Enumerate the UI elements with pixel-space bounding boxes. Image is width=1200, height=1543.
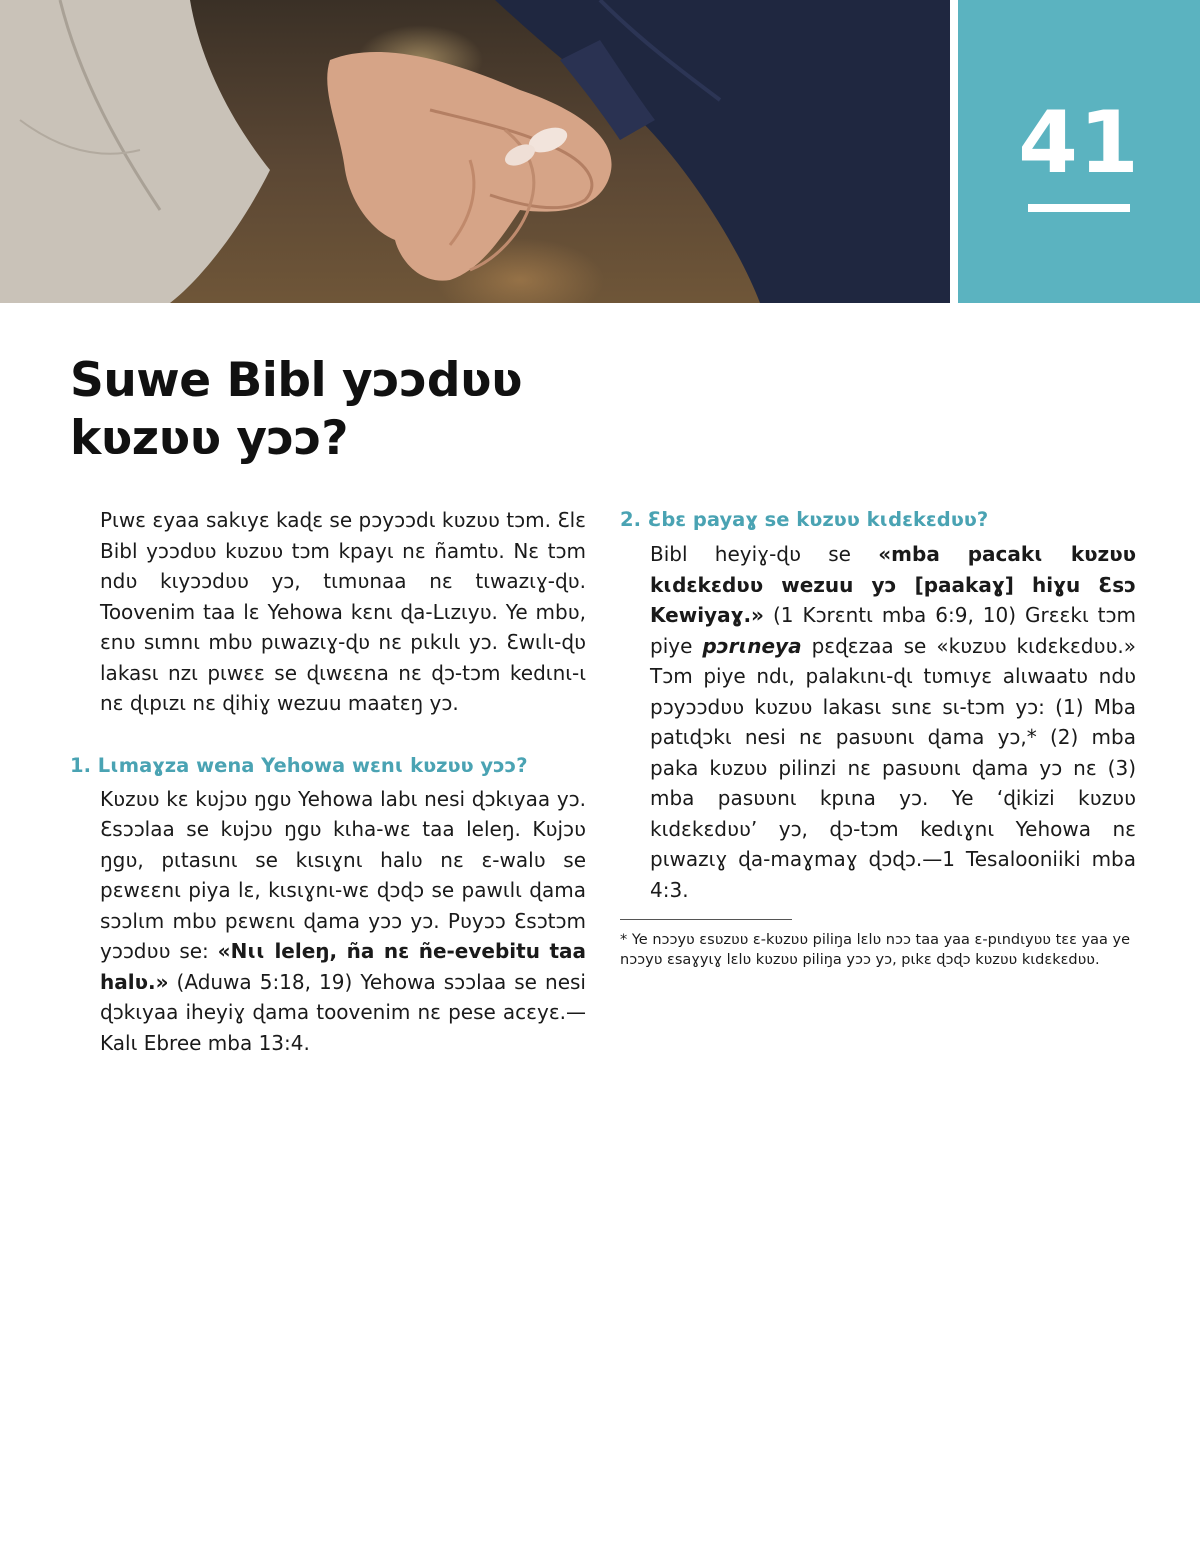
question-1-scripture-quote: «Nɩɩ leleŋ, ña nɛ ñe-evebitu taa halʋ.»: [100, 939, 586, 994]
header-photo: [0, 0, 950, 303]
question-1-heading: 1. Lɩmaɣza wena Yehowa wɛnɩ kʋzʋʋ yɔɔ?: [70, 753, 528, 777]
question-2-paragraph: [620, 539, 1136, 905]
question-2-text-c: pɛɖɛzaa se «kʋzʋʋ kɩdɛkɛdʋʋ.» Tɔm piye ndɩ, palakɩnɩ-ɖɩ tʋmɩyɛ alɩwaatʋ ndʋ pɔyɔɔdʋʋ kʋzʋʋ lakasɩ sɩnɛ sɩ-tɔm yɔ: (1) Mba patɩɖɔkɩ nesi nɛ pasʋʋnɩ ɖama yɔ,* (2) mba paka kʋzʋʋ pilinzi nɛ pasʋʋnɩ ɖama yɔ nɛ (3) mba pasʋʋnɩ kpɩna yɔ. Ye ‘ɖikizi kʋzʋʋ kɩdɛkɛdʋʋ’ yɔ, ɖɔ-tɔm kedɩɣnɩ Yehowa nɛ pɩwazɩɣ ɖa-maɣmaɣ ɖɔɖɔ.—1 Tesalooniiki mba 4:3.: [650, 633, 1137, 902]
question-2-text-b: (1 Kɔrɛntɩ mba 6:9, 10) Grɛɛkɩ tɔm piye: [650, 603, 1136, 658]
chapter-number: 41: [1018, 93, 1140, 193]
title-line-1: Suwe Bibl yɔɔdʋʋ: [70, 353, 522, 408]
intro-paragraph: Pɩwɛ ɛyaa sakɩyɛ kaɖɛ se pɔyɔɔdɩ kʋzʋʋ tɔm. Ɛlɛ Bibl yɔɔdʋʋ kʋzʋʋ tɔm kpayɩ nɛ ñamtʋ. Nɛ tɔm ndʋ kɩyɔɔdʋʋ yɔ, tɩmʋnaa nɛ tɩwazɩɣ-ɖʋ. Toovenim taa lɛ Yehowa kɛnɩ ɖa-Lɩzɩyʋ. Ye mbʋ, ɛnʋ sɩmnɩ mbʋ pɩwazɩɣ-ɖʋ nɛ pɩkɩlɩ yɔ. Ɛwɩlɩ-ɖʋ lakasɩ nzɩ pɩwɛɛ se ɖɩwɛɛna nɛ ɖɔ-tɔm kedɩnɩ-ɩ nɛ ɖɩpɩzɩ nɛ ɖihiɣ wezuu maatɛŋ yɔ.: [100, 508, 586, 715]
left-column: [70, 505, 586, 1058]
footnote: * Ye nɔɔyʋ ɛsʋzʋʋ ɛ-kʋzʋʋ piliŋa lɛlʋ nɔɔ taa yaa ɛ-pɩndɩyʋʋ tɛɛ yaa ye nɔɔyʋ ɛsaɣyɩɣ lɛlʋ kʋzʋʋ piliŋa yɔɔ yɔ, pɩkɛ ɖɔɖɔ kʋzʋʋ kɩdɛkɛdʋʋ.: [620, 932, 1130, 968]
hands-illustration: [0, 0, 950, 303]
question-2-heading: 2. Ɛbɛ payaɣ se kʋzʋʋ kɩdɛkɛdʋʋ?: [620, 508, 989, 531]
right-column: [620, 505, 1136, 970]
chapter-box: [958, 0, 1200, 303]
footnote-divider: [620, 919, 792, 920]
question-1-text-b: (Aduwa 5:18, 19) Yehowa sɔɔlaa se nesi ɖɔkɩyaa iheyiɣ ɖama toovenim nɛ pese acɛyɛ.—Kalɩ Ebree mba 13:4.: [100, 969, 586, 1055]
question-1-paragraph: [70, 784, 586, 1059]
question-2-text-a: Bibl heyiɣ-ɖʋ se: [650, 542, 879, 566]
title-line-2: kʋzʋʋ yɔɔ?: [70, 411, 349, 466]
question-2-greek-term: pɔrɩneya: [702, 633, 802, 658]
chapter-underline: [1028, 204, 1130, 212]
question-1-text-a: Kʋzʋʋ kɛ kʋjɔʋ ŋgʋ Yehowa labɩ nesi ɖɔkɩyaa yɔ. Ɛsɔɔlaa se kʋjɔʋ ŋgʋ kɩha-wɛ taa leleŋ. Kʋjɔʋ ŋgʋ, pɩtasɩnɩ se kɩsɩɣnɩ halʋ nɛ ɛ-walʋ se pɛwɛɛnɩ piya lɛ, kɩsɩɣnɩ-wɛ ɖɔɖɔ se pawɩlɩ ɖama sɔɔlɩm mbʋ pɛwɛnɩ ɖama yɔɔ yɔ. Pʋyɔɔ Ɛsɔtɔm yɔɔdʋʋ se:: [100, 786, 586, 963]
question-2-scripture-quote: «mba pacakɩ kʋzʋʋ kɩdɛkɛdʋʋ wezuu yɔ [paakaɣ] hiɣu Ɛsɔ Kewiyaɣ.»: [650, 542, 1136, 627]
page-title: [70, 352, 630, 468]
